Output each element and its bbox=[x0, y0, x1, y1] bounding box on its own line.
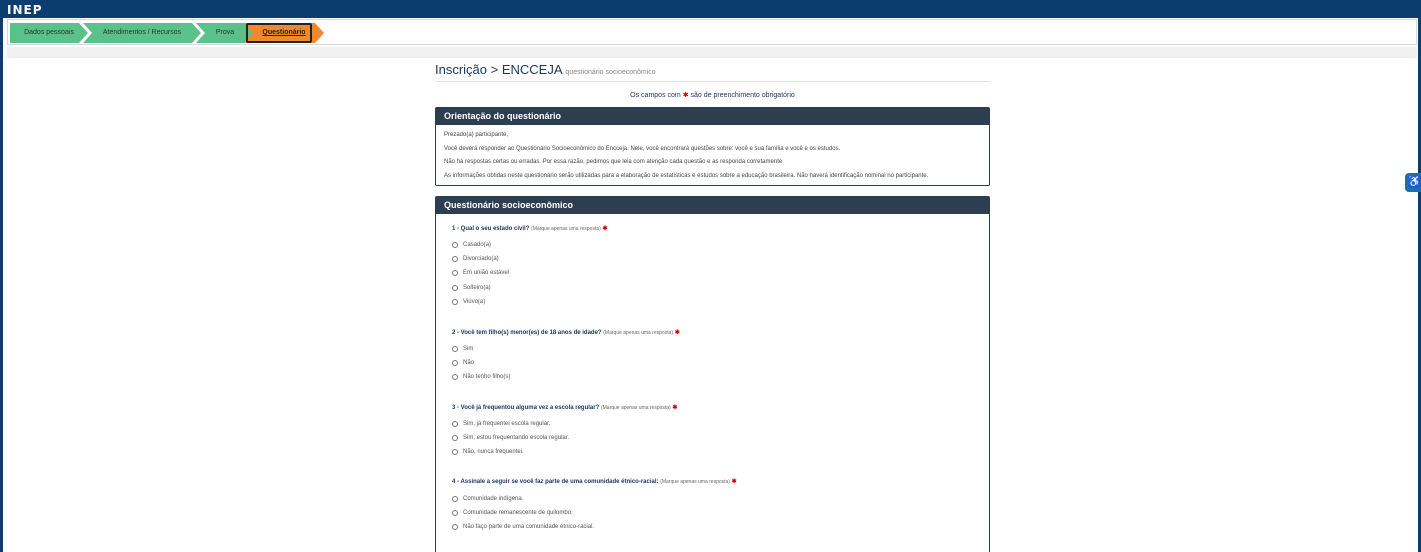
required-star-icon: ✱ bbox=[672, 405, 678, 411]
question-4 bbox=[452, 478, 737, 485]
required-text-before: Os campos com bbox=[630, 92, 681, 99]
radio-button[interactable] bbox=[452, 346, 458, 352]
option-label: Não, nunca frequentei. bbox=[463, 449, 524, 455]
radio-button[interactable] bbox=[452, 524, 458, 530]
accessibility-icon[interactable]: ♿ bbox=[1405, 173, 1421, 192]
radio-button[interactable] bbox=[452, 270, 458, 276]
radio-option[interactable] bbox=[452, 524, 594, 530]
option-label: Solteiro(a) bbox=[463, 285, 491, 291]
title-subtitle: questionário socioeconômico bbox=[565, 69, 656, 76]
radio-button[interactable] bbox=[452, 374, 458, 380]
question-text: 4 - Assinale a seguir se você faz parte de uma comunidade étnico-racial: bbox=[452, 479, 659, 485]
question-1 bbox=[452, 225, 608, 232]
question-text: 2 - Você tem filho(s) menor(es) de 18 anos de idade? bbox=[452, 330, 602, 336]
radio-option[interactable] bbox=[452, 270, 509, 276]
page-title bbox=[435, 62, 656, 77]
divider-bar bbox=[7, 47, 1417, 58]
top-header bbox=[3, 0, 1421, 18]
step-label: Questionário bbox=[262, 29, 306, 36]
option-label: Sim bbox=[463, 346, 474, 352]
option-label: Sim, estou frequentando escola regular. bbox=[463, 435, 570, 441]
orientation-panel bbox=[435, 107, 990, 186]
radio-button[interactable] bbox=[452, 510, 458, 516]
question-hint: (Marque apenas uma resposta) bbox=[660, 479, 730, 485]
radio-button[interactable] bbox=[452, 496, 458, 502]
orientation-line: Você deverá responder ao Questionário Socioeconômico do Encceja. Nele, você encontrará questões sobre: você e sua família e você e os estudos. bbox=[444, 146, 841, 152]
radio-option[interactable] bbox=[452, 449, 524, 455]
questionnaire-heading: Questionário socioeconômico bbox=[436, 197, 989, 214]
option-label: Divorciado(a) bbox=[463, 256, 499, 262]
required-star-icon: ✱ bbox=[682, 92, 689, 99]
radio-option[interactable] bbox=[452, 242, 491, 248]
radio-option[interactable] bbox=[452, 360, 474, 366]
option-label: Comunidade remanescente de quilombo. bbox=[463, 510, 573, 516]
radio-option[interactable] bbox=[452, 496, 523, 502]
radio-option[interactable] bbox=[452, 299, 485, 305]
radio-option[interactable] bbox=[452, 346, 473, 352]
option-label: Em união estável bbox=[463, 270, 510, 276]
step-label: Dados pessoais bbox=[24, 29, 74, 36]
step-label: Prova bbox=[215, 29, 235, 36]
required-text-after: são de preenchimento obrigatório bbox=[690, 92, 795, 99]
question-hint: (Marque apenas uma resposta) bbox=[603, 330, 674, 336]
radio-option[interactable] bbox=[452, 510, 573, 516]
radio-button[interactable] bbox=[452, 449, 458, 455]
required-note bbox=[435, 91, 990, 99]
title-text: Inscrição > ENCCEJA bbox=[435, 62, 562, 77]
question-3 bbox=[452, 404, 677, 411]
question-hint: (Marque apenas uma resposta) bbox=[600, 405, 671, 411]
orientation-line: Não há respostas certas ou erradas. Por essa razão, pedimos que leia com atenção cada questão e as responda corretamente bbox=[444, 159, 783, 165]
radio-button[interactable] bbox=[452, 299, 458, 305]
option-label: Não faço parte de uma comunidade étnico-racial. bbox=[463, 524, 595, 530]
required-star-icon: ✱ bbox=[674, 330, 680, 336]
step-questionario[interactable] bbox=[244, 23, 324, 43]
radio-option[interactable] bbox=[452, 256, 499, 262]
radio-button[interactable] bbox=[452, 421, 458, 427]
option-label: Não tenho filho(s) bbox=[463, 374, 511, 380]
radio-button[interactable] bbox=[452, 285, 458, 291]
questionnaire-panel bbox=[435, 196, 990, 552]
radio-button[interactable] bbox=[452, 360, 458, 366]
orientation-line: Prezado(a) participante, bbox=[444, 132, 509, 138]
radio-option[interactable] bbox=[452, 374, 510, 380]
option-label: Casado(a) bbox=[463, 242, 492, 248]
option-label: Sim, já frequentei escola regular. bbox=[463, 421, 551, 427]
inep-logo: INEP bbox=[7, 3, 43, 17]
radio-button[interactable] bbox=[452, 242, 458, 248]
required-star-icon: ✱ bbox=[731, 479, 737, 485]
orientation-line: As informações obtidas neste questionário serão utilizadas para a elaboração de estatísticas e estudos sobre a educação brasileira. Não haverá identificação nominal no participante. bbox=[444, 173, 929, 179]
question-text: 3 - Você já frequentou alguma vez a escola regular? bbox=[452, 405, 600, 411]
option-label: Viúvo(a) bbox=[463, 299, 486, 305]
radio-option[interactable] bbox=[452, 285, 491, 291]
radio-button[interactable] bbox=[452, 256, 458, 262]
question-2 bbox=[452, 329, 680, 336]
orientation-heading: Orientação do questionário bbox=[436, 108, 989, 125]
steps-breadcrumb bbox=[7, 19, 1417, 45]
step-atendimentos[interactable] bbox=[83, 23, 201, 43]
question-text: 1 - Qual o seu estado civil? bbox=[452, 226, 530, 232]
option-label: Não bbox=[463, 360, 475, 366]
option-label: Comunidade indígena. bbox=[463, 496, 524, 502]
title-divider bbox=[435, 81, 990, 82]
required-star-icon: ✱ bbox=[602, 226, 608, 232]
question-hint: (Marque apenas uma resposta) bbox=[531, 226, 601, 232]
step-label: Atendimentos / Recursos bbox=[102, 29, 182, 36]
step-dados-pessoais[interactable] bbox=[10, 23, 88, 43]
radio-option[interactable] bbox=[452, 435, 569, 441]
radio-button[interactable] bbox=[452, 435, 458, 441]
radio-option[interactable] bbox=[452, 421, 550, 427]
